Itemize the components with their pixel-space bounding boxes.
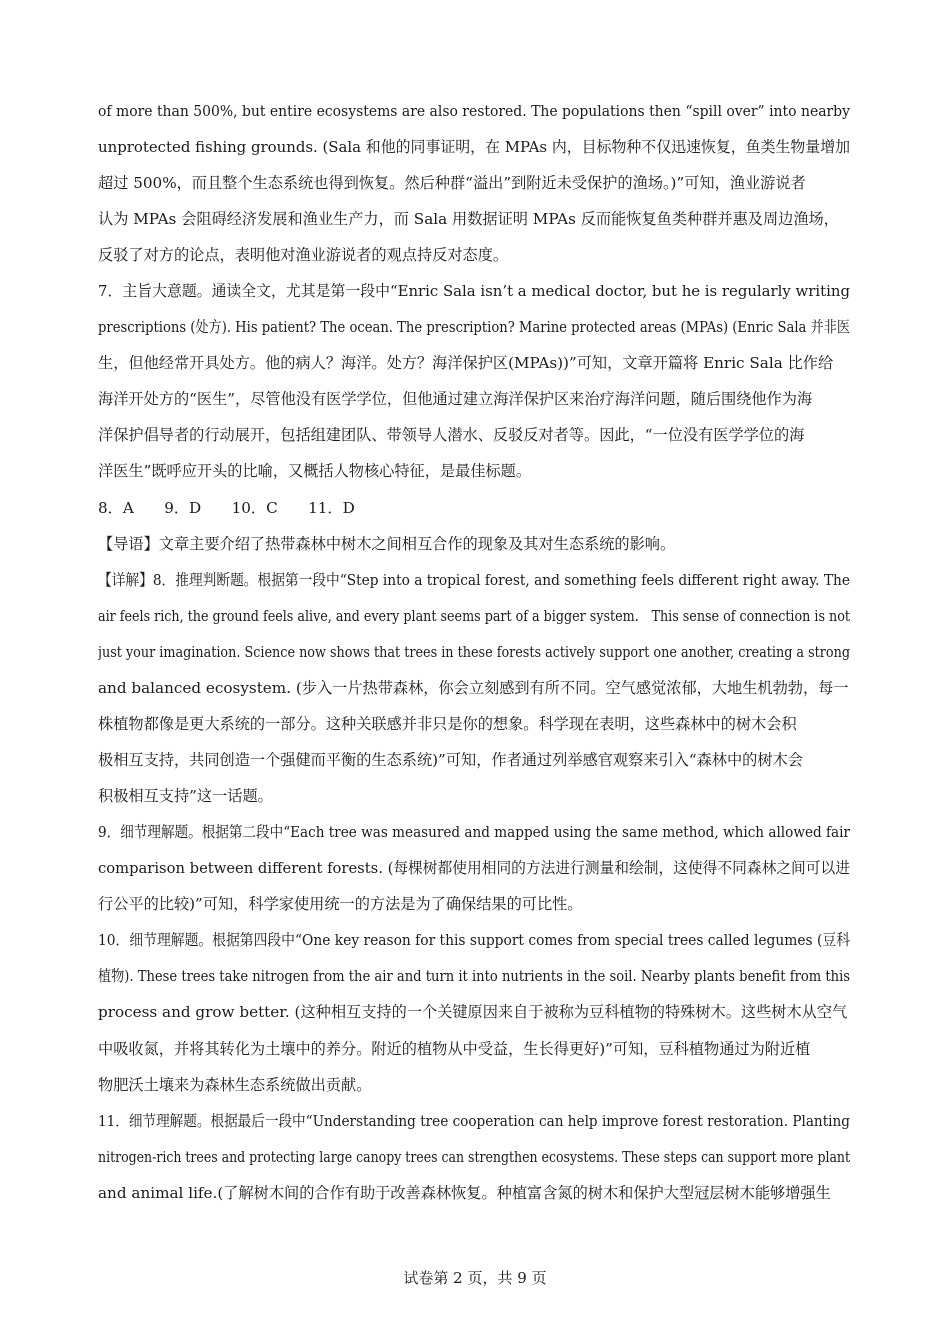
text-line: 【详解】8．推理判断题。根据第一段中“Step into a tropical forest, and something feels different right away. The [98,571,850,589]
text-line: 【导语】文章主要介绍了热带森林中树木之间相互合作的现象及其对生态系统的影响。 [98,535,676,553]
text-line: of more than 500%, but entire ecosystems are also restored. The populations then “spill over” into nearby [98,102,850,120]
text-line: 物肥沃土壤来为森林生态系统做出贡献。 [98,1076,372,1094]
text-line: prescriptions (处方). His patient? The ocean. The prescription? Marine protected areas (MPAs) (Enric Sala 并非医 [98,318,850,336]
page-footer: 试卷第 2 页，共 9 页 [403,1269,547,1287]
text-line: 10．细节理解题。根据第四段中“One key reason for this support comes from special trees called legumes (豆科 [98,931,851,949]
text-line: 9．细节理解题。根据第二段中“Each tree was measured and mapped using the same method, which allowed fair [98,823,850,841]
text-line: comparison between different forests. (每棵树都使用相同的方法进行测量和绘制，这使得不同森林之间可以进 [98,859,850,877]
text-line: 超过 500%，而且整个生态系统也得到恢复。然后种群“溢出”到附近未受保护的渔场。)”可知，渔业游说者 [98,174,806,192]
text-line: 生，但他经常开具处方。他的病人？海洋。处方？海洋保护区(MPAs))”可知，文章开篇将 Enric Sala 比作给 [98,354,834,372]
text-line: process and grow better. (这种相互支持的一个关键原因来自于被称为豆科植物的特殊树木。这些树木从空气 [98,1003,848,1021]
text-line: 行公平的比较)”可知，科学家使用统一的方法是为了确保结果的可比性。 [98,895,583,913]
text-line: just your imagination. Science now shows that trees in these forests actively support one another, creating a strong [98,643,851,661]
text-line: 积极相互支持”这一话题。 [98,787,273,805]
text-line: 洋医生”既呼应开头的比喻，又概括人物核心特征，是最佳标题。 [98,462,532,480]
text-line: nitrogen-rich trees and protecting large canopy trees can strengthen ecosystems. These steps can support more plant [98,1148,851,1166]
text-line: and animal life.(了解树木间的合作有助于改善森林恢复。种植富含氮的树木和保护大型冠层树木能够增强生 [98,1184,831,1202]
text-line: 植物). These trees take nitrogen from the air and turn it into nutrients in the soil. Nearby plants benefit from this [98,967,851,985]
text-line: 反驳了对方的论点，表明他对渔业游说者的观点持反对态度。 [98,246,509,264]
text-line: 认为 MPAs 会阻碍经济发展和渔业生产力，而 Sala 用数据证明 MPAs 反而能恢复鱼类种群并惠及周边渔场， [98,210,839,228]
text-line: 海洋开处方的“医生”，尽管他没有医学学位，但他通过建立海洋保护区来治疗海洋问题，随后围绕他作为海 [98,390,813,408]
text-line: 洋保护倡导者的行动展开，包括组建团队、带领导人潜水、反驳反对者等。因此，“一位没有医学学位的海 [98,426,805,444]
text-line: 中吸收氮，并将其转化为土壤中的养分。附近的植物从中受益，生长得更好)”可知，豆科植物通过为附近植 [98,1040,811,1058]
text-line: 11．细节理解题。根据最后一段中“Understanding tree cooperation can help improve forest restoration. Planting [98,1112,850,1130]
text-line: unprotected fishing grounds. (Sala 和他的同事证明，在 MPAs 内，目标物种不仅迅速恢复，鱼类生物量增加 [98,138,851,156]
text-line: 7．主旨大意题。通读全文，尤其是第一段中“Enric Sala isn’t a medical doctor, but he is regularly writing [98,282,850,300]
text-line: air feels rich, the ground feels alive, and every plant seems part of a bigger system. This sense of connection is not [98,607,850,625]
text-line: and balanced ecosystem. (步入一片热带森林，你会立刻感到有所不同。空气感觉浓郁，大地生机勃勃，每一 [98,679,849,697]
text-line: 极相互支持，共同创造一个强健而平衡的生态系统)”可知，作者通过列举感官观察来引入“森林中的树木会 [98,751,803,769]
text-line: 8．A 9．D 10．C 11．D [98,499,355,517]
text-line: 株植物都像是更大系统的一部分。这种关联感并非只是你的想象。科学现在表明，这些森林中的树木会积 [98,715,797,733]
